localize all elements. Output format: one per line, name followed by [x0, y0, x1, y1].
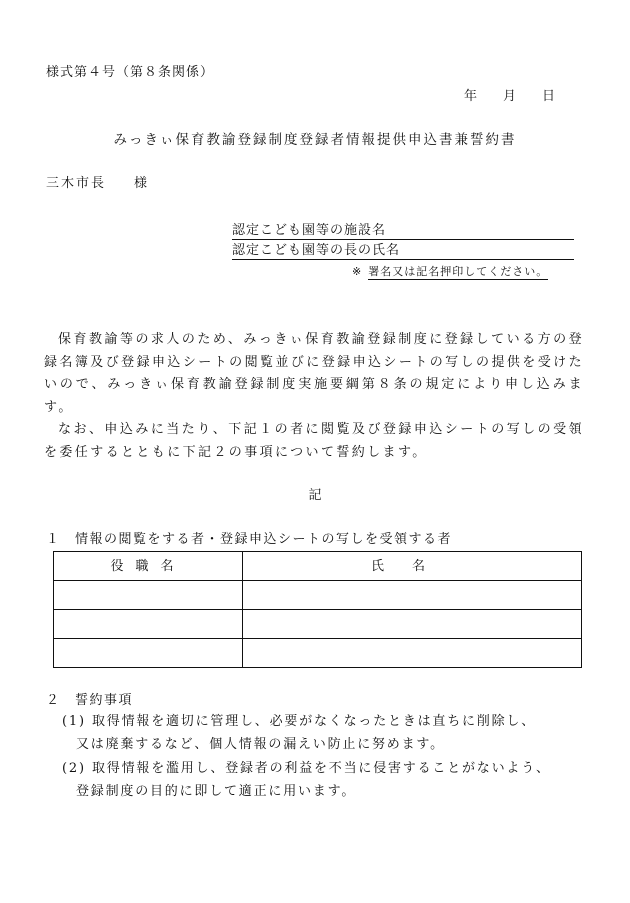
body-paragraph-2: なお、申込みに当たり、下記１の者に閲覧及び登録申込シートの写しの受領を委任するとともに下記２の事項について誓約します。: [44, 422, 584, 460]
position-cell[interactable]: [54, 581, 243, 610]
pledge-item-1-continued: 又は廃棄するなど、個人情報の漏えい防止に努めます。: [76, 737, 445, 752]
note-mark: ※: [352, 265, 363, 278]
body-paragraph-1: 保育教諭等の求人のため、みっきぃ保育教諭登録制度に登録している方の登録名簿及び登録申込シートの閲覧並びに登録申込シートの写しの提供を受けたいので、みっきぃ保育教諭登録制度実施要綱第８条の規定により申し込みます。: [44, 332, 584, 415]
pledge-item-1: [62, 715, 536, 728]
head-name-field[interactable]: [232, 244, 574, 260]
date-year: 年: [464, 89, 478, 104]
recipient-table: [53, 551, 582, 668]
section-2-heading: ２ 誓約事項: [46, 693, 134, 708]
addressee: [46, 177, 149, 190]
position-cell[interactable]: [54, 610, 243, 639]
signature-note: [352, 266, 548, 277]
table-row: [54, 581, 582, 610]
date-day: 日: [542, 89, 556, 104]
name-cell[interactable]: [243, 610, 582, 639]
pledge-text: 取得情報を濫用し、登録者の利益を不当に侵害することがないよう、: [92, 761, 551, 776]
header-name: 氏名: [243, 552, 582, 581]
name-cell[interactable]: [243, 581, 582, 610]
table-row: [54, 639, 582, 668]
pledge-number: (1): [62, 714, 86, 729]
pledge-number: (2): [62, 761, 86, 776]
body-text: [44, 329, 584, 464]
pledge-item-2: [62, 762, 551, 775]
date-line: [464, 90, 555, 103]
position-cell[interactable]: [54, 639, 243, 668]
header-position: 役職名: [54, 552, 243, 581]
facility-name-field[interactable]: [232, 224, 574, 240]
addressee-name: 三木市長: [46, 176, 107, 191]
name-cell[interactable]: [243, 639, 582, 668]
ki-heading: 記: [308, 488, 322, 503]
pledge-item-2-continued: 登録制度の目的に即して適正に用います。: [76, 784, 357, 799]
addressee-honorific: 様: [134, 176, 150, 191]
table-header-row: [54, 552, 582, 581]
note-text: 署名又は記名押印してください。: [368, 265, 549, 278]
date-month: 月: [503, 89, 517, 104]
table-row: [54, 610, 582, 639]
pledge-text: 取得情報を適切に管理し、必要がなくなったときは直ちに削除し、: [92, 714, 537, 729]
section-1-heading: １ 情報の閲覧をする者・登録申込シートの写しを受領する者: [46, 532, 453, 547]
form-number: 様式第４号（第８条関係）: [46, 65, 215, 80]
head-name-label: 認定こども園等の長の氏名: [232, 243, 401, 258]
document-title: みっきぃ保育教諭登録制度登録者情報提供申込書兼誓約書: [113, 132, 517, 148]
facility-name-label: 認定こども園等の施設名: [232, 223, 387, 238]
